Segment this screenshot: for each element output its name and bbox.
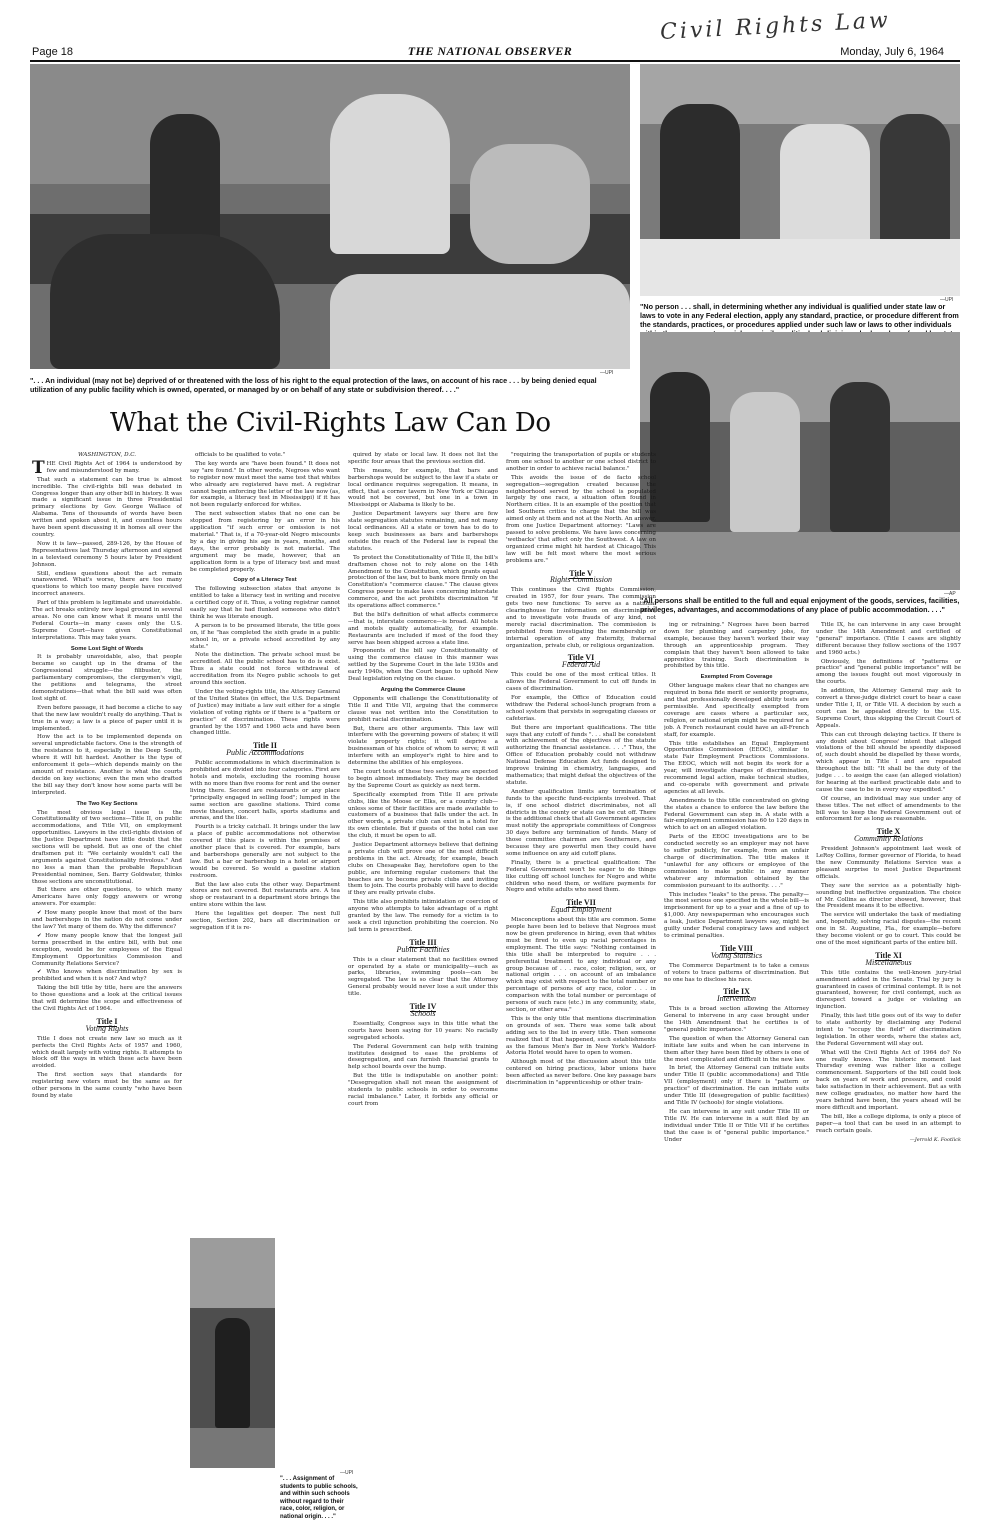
title-subject: Voting Rights [85,1023,129,1033]
article-paragraph: Amendments to this title concentrated on giving the states a chance to enforce the law before the Federal Government can step in. A state with a fair-employment commission has 60 to 120 days in which to act on an alleged violation. [664,797,809,832]
article-paragraph: Opponents will challenge the Constitutionality of Title II and Title VII, arguing that the commerce clause was not written into the Constitution to prohibit racial discrimination. [348,695,498,723]
article-paragraph: Essentially, Congress says in this title what the courts have been saying for 10 years: No racially segregated schools. [348,1020,498,1041]
issue-date: Monday, July 6, 1964 [840,46,944,58]
photo-credit: —AP [944,591,956,597]
article-paragraph: It is probably unavoidable, also, that people became so caught up in the drama of the Congressional struggle—the filibuster, the parliamentary compromises, the clergymen's vigil, the petitions and telegrams, the street demonstrations—that what the bill said was often lost sight of. [32,654,182,702]
header-rule [30,60,960,62]
title-subject: Public Accommodations [226,748,304,758]
photo-caption: "All persons shall be entitled to the full and equal enjoyment of the goods, services, facilities, privileges, advantages, and accommodations of any place of public accommodation. . . ." [640,596,960,614]
title-heading: Title X [876,827,901,837]
article-paragraph: President Johnson's appointment last week of LeRoy Collins, former governor of Florida, to head the new Community Relations Service was a pleasant surprise to most Justice Department officials. [816,846,961,880]
subhead: Copy of a Literacy Test [233,577,297,584]
title-heading: Title III [409,937,437,947]
article-column-4 [506,452,656,1518]
page-number: Page 18 [32,46,73,58]
title-subject: Public Facilities [396,944,450,954]
article-paragraph: Proponents of the bill say Constitutionality of using the commerce clause in this manner was settled by the Supreme Court in the late 1930s and early 1940s, when the Court began to uphold New Deal legislation relying on the clause. [348,648,498,683]
photo-figure [660,104,740,244]
article-paragraph: The most obvious legal issue is the Constitutionality of two sections—Title II, on public accommodations, and Title VII, on employment opportunities. Lawyers in the civil-rights division of the Justice Department have little doubt that the sections will be upheld. But as one of the chief draftsmen put it: "We certainly wouldn't call the arguments against Constitutionality frivolous." And no less a man than the probable Republican Presidential nominee, Sen. Barry Goldwater, thinks those sections are unconstitutional. [32,809,182,885]
photo-person-left [150,114,220,254]
article-paragraph: A person is to be presumed literate, the title goes on, if he "has completed the sixth grade in a public school in, or a private school accredited by any state." [190,622,340,650]
title-heading: Title V [569,568,593,578]
photo-figure [880,114,950,244]
article-paragraph: ✔ How many people know that the longest jail terms prescribed in the entire bill, with but one exception, would be for employees of the Equal Employment Opportunities Commission and Community Relations Service? [32,932,182,967]
article-paragraph: This avoids the issue of de facto school segregation—segregation created because the neighborhood served by the school is populated largely by one race, a situation often found in Northern cities. It is an example of the position that led Southern critics to charge that the bill was aimed only at them and not at the North. An answer, from one Justice Department attorney: "Laws are passed to solve problems. We have laws concerning 'wetbacks' that affect only the Southwest. A law on organized crime might hit hardest at Chicago. This law will be felt most where the most serious problems are." [506,474,656,564]
title-heading: Title VIII [720,943,753,953]
article-paragraph: But the bill's definition of what affects commerce—that is, interstate commerce—is broad. All hotels and motels qualify automatically, for example. Restaurants are included if most of the food they serve has been shipped across a state line. [348,611,498,646]
photo-caption: ". . . Assignment of students to public schools, and within such schools without regard to their race, color, religion, or national origin. . . ." [280,1476,358,1520]
article-paragraph: This includes "leaks" to the press. The penalty—the most serious one specified in the whole bill—is imprisonment for up to a year and a fine of up to $1,000. Any newspaperman who encourages such a leak, Justice Department lawyers say, might be guilty under Federal conspiracy laws and subject to criminal penalties. [664,891,809,939]
article-paragraph: But the law also cuts the other way. Department stores are not covered. But restaurants are. A tea shop or restaurant in a department store brings the entire store within the law. [190,881,340,909]
article-paragraph: Parts of the EEOC investigations are to be conducted secretly so an employer may not have to suffer publicly, for example, from an unfair charge of discrimination. The title makes it "unlawful for any officers or employee of the commission to make public in any manner whatever any information obtained by the commission pursuant to its authority. . . ." [664,834,809,889]
article-paragraph: Obviously, the definitions of "patterns or practice" and "general public importance" will be among the issues fought out most vigorously in the courts. [816,658,961,686]
subhead: Arguing the Commerce Clause [380,687,466,693]
photo-sky [190,1238,275,1308]
article-paragraph: But there are other questions, to which many Americans have only foggy answers or wrong answers. For example: [32,887,182,908]
article-paragraph: He can intervene in any suit under Title III or Title IV. He can intervene in a suit filed by an individual under Title II or Title VII if he certifies that the case is of "general public importance." Under [664,1108,809,1143]
photo-ground [190,1428,275,1468]
article-paragraph: The key words are "have been found." It does not say "are found." In other words, Negroes who want to register now must meet the same test that whites who already are registered have met. A registrar cannot begin enforcing the letter of the law now (as, for example, a literacy test in Mississippi) if it has not been regularly enforced for whites. [190,460,340,509]
photo-person-center [330,94,450,254]
photo-figure [780,124,870,244]
photo-person-right [470,144,590,264]
article-paragraph: This means, for example, that bars and barbershops would be subject to the law if a state or local ordinance requires segregation. It means, in effect, that a corner tavern in New York or Chicago would not be covered, but one in a town in Mississippi or Alabama is likely to be. [348,467,498,509]
article-paragraph: "requiring the transportation of pupils or students from one school to another or one school district to another in order to achieve racial balance." [506,452,656,472]
publication-masthead: THE NATIONAL OBSERVER [407,44,573,58]
article-paragraph: They saw the service as a potentially high-sounding but ineffective organization. The choice of Mr. Collins as director showed, however, that the President means it to be effective. [816,882,961,910]
photo-student [215,1318,250,1428]
photo-foreground-man [330,274,630,369]
article-paragraph: Another qualification limits any termination of funds to the specific fund-recipients involved. That is, if one school district discriminates, not all districts in the county or state can be cut off. There is the additional check that all Government agencies must notify the appropriate committees of Congress 30 days before any termination of funds. Many of those committee chairmen are Southerners, and because they are powerful men they could have some influence on any aid cutoff plans. [506,788,656,857]
photo-restaurant [640,332,960,590]
article-paragraph: Public accommodations in which discrimination is prohibited are divided into four categories. First are hotels and motels, excluding the rooming house with no more than five rooms for rent and the owner living there. Second are restaurants or any place "principally engaged in selling food"; lumped in the same section are gasoline stations. Third come movie theaters, concert halls, sports stadiums and arenas, and the like. [190,760,340,822]
article-paragraph: Specifically exempted from Title II are private clubs, like the Moose or Elks, or a country club—unless some of their facilities are made available to customers of a business that falls under the act. In other words, a private club can exist in a hotel for its own clientele. But if guests of the hotel can use the club, it must be open to all. [348,791,498,840]
subhead: The Two Key Sections [76,800,138,807]
photo-school-students [190,1238,275,1468]
photo-figure [650,372,710,522]
title-heading: Title II [252,741,278,751]
article-paragraph: Taking the bill title by title, here are the answers to those questions and a look at the critical issues that will determine the scope and effectiveness of the Civil Rights Act of 1964. [32,985,182,1012]
article-paragraph: To protect the Constitutionality of Title II, the bill's draftsmen chose not to rely alone on the 14th Amendment to the Constitution, which grants equal protection of the law, but to bank more firmly on the Constitution's "commerce clause." The clause gives Congress power to make laws concerning interstate commerce, and the act prohibits discrimination "if its operations affect commerce." [348,554,498,610]
handwritten-annotation: Civil Rights Law [659,7,892,46]
title-subject: Federal Aid [561,660,601,670]
article-paragraph: THE Civil Rights Act of 1964 is understood by few and misunderstood by many. [32,457,182,478]
article-column-5 [664,622,809,1518]
article-paragraph: This title establishes an Equal Employment Opportunities Commission (EEOC), similar to state Fair Employment Practices Commissions. The EEOC, which will not begin its work for a year, will investigate charges of discrimination, recommend legal action, make technical studies, and co-operate with government and private agencies at all levels. [664,740,809,795]
article-paragraph: The following subsection states that anyone is entitled to take a literacy test in writing and receive a certified copy of it. Thus, a voting registrar cannot easily say that he had flunked someone who didn't think he was literate enough. [190,586,340,620]
article-paragraph: This continues the Civil Rights Commission, created in 1957, for four years. The commission gets two new functions: To serve as a national clearinghouse for information on discrimination, and to investigate vote frauds of any kind, not merely racial discrimination. The commission is prohibited from investigating the membership or internal operation of any fraternity, fraternal organization, private club, or religious organization. [506,587,656,649]
article-paragraph: Now it is law—passed, 289-126, by the House of Representatives last Thursday afternoon and signed in a televised ceremony 5 hours later by President Johnson. [32,540,182,568]
article-paragraph: Part of this problem is legitimate and unavoidable. The act breaks entirely new legal ground in several areas. No one can know what it means until the Federal Courts—in many cases only the U.S. Supreme Court—have given Constitutional interpretations. This may take years. [32,600,182,641]
article-paragraph: This title contains the well-known jury-trial amendment added in the Senate. Trial by jury is guaranteed in cases of criminal contempt. It is not guaranteed, however, for civil contempt, such as disrespect toward a judge or violating an injunction. [816,969,961,1011]
article-paragraph: This is a broad section allowing the Attorney General to intervene in any case brought under the 14th Amendment that he certifies is of "general public importance." [664,1006,809,1033]
article-paragraph: ing or retraining." Negroes have been barred down for plumbing and carpentry jobs, for example, because they haven't worked their way through an apprenticeship program. They complain that they haven't been allowed to take apprentice training. Such discrimination is prohibited by this title. [664,622,809,670]
article-paragraph: How the act is to be implemented depends on several unpredictable factors. One is the strength of the resistance to it, especially in the Deep South, where it will hit hardest. Another is the type of enforcement it gets—which depends mainly on the amount of resistance. Another is what the courts decide on key sections; even the men who drafted the bill say they don't know how some parts will be interpreted. [32,734,182,796]
article-paragraph: What will the Civil Rights Act of 1964 do? No one really knows. The historic moment last Thursday evening was rather like a college commencement. Supporters of the bill could look back on years of work and pressure, and could take satisfaction in their achievement. But as with new college graduates, no matter how hard the years behind have been, the years ahead will be more difficult and important. [816,1049,961,1111]
title-subject: Schools [410,1008,436,1018]
article-paragraph: Here the legalities get deeper. The next full section, Section 202, bars all discrimination or segregation if it is re- [190,911,340,931]
article-paragraph: The service will undertake the task of mediating and, hopefully, solving racial disputes—the recent one in St. Augustine, Fla., for example—before they become violent or go to court. This could be one of the most significant parts of the entire bill. [816,912,961,946]
article-paragraph: This can cut through delaying tactics. If there is any doubt about Congress' intent that alleged violations of the bill should be speedily disposed of, such doubt should be dispelled by these words, which appear in Title I and are repeated throughout the bill: "It shall be the duty of the judge . . . to assign the case (an alleged violation) for hearing at the earliest practicable date and to cause the case to be in every way expedited." [816,731,961,793]
article-paragraph: The first section says that standards for registering new voters must be the same as for other persons in the same county "who have been found by state [32,1072,182,1099]
title-subject: Voting Statistics [710,950,763,960]
photo-credit: —UPI [340,1470,354,1476]
article-paragraph: The Commerce Department is to take a census of voters to trace patterns of discrimination. But no one has to disclose his race. [664,962,809,983]
article-paragraph: Fourth is a tricky catchall. It brings under the law a place of public accommodations not otherwise covered if this place is within the premises of another place that is covered. For example, bars and barbershops generally are not subject to the law. But a bar or barbershop in a hotel or airport would be covered. So would a gasoline station restroom. [190,824,340,879]
title-heading: Title I [96,1016,118,1026]
photo-credit: —UPI [600,370,614,376]
article-paragraph: But the title is indisputable on another point: "Desegregation shall not mean the assignment of students to public schools in order to overcome racial imbalance." Later, it forbids any official or court from [348,1073,498,1107]
photo-lunch-counter [30,64,630,369]
photo-voter-registration [640,64,960,296]
article-paragraph: Finally, this last title goes out of its way to defer to state authority by disclaiming any Federal intent to "occupy the field" of discrimination legislation. In other words, where the states act, the Federal Government will stay out. [816,1013,961,1047]
title-subject: Equal Employment [550,905,612,915]
article-paragraph: Title IX, he can intervene in any case brought under the 14th Amendment and certified of "general" importance. (Title I cases are slightly different because they follow sections of the 1957 and 1960 acts.) [816,622,961,656]
article-dateline: WASHINGTON, D.C. [77,452,137,458]
article-paragraph: But, there are other arguments. This law will interfere with the governing powers of states; it will violate property rights; it will deprive a businessman of his choice of whom to serve; it will interfere with an employer's right to hire and to determine the abilities of his employees. [348,725,498,767]
subhead: Some Lost Sight of Words [70,645,144,652]
article-paragraph: Although most of the discussion about this title centered on hiring practices, labor unions have been affected as never before. One key passage bars discrimination in "apprenticeship or other train- [506,1059,656,1087]
article-paragraph: This could be one of the most critical titles. It allows the Federal Government to cut off funds in cases of discrimination. [506,672,656,693]
article-paragraph: The Federal Government can help with training institutes designed to ease the problems of desegregation, and can furnish financial grants to help school boards over the hump. [348,1043,498,1071]
article-paragraph: Other language makes clear that no changes are required in bona fide merit or seniority programs, and that professionally developed ability tests are permissible. And specifically exempted from coverage are cases where a particular sex, religion, or national origin might be required for a job. A French restaurant could have an all-French staff, for example. [664,683,809,738]
article-headline: What the Civil-Rights Law Can Do [110,408,551,438]
article-paragraph: Finally, there is a practical qualification: The Federal Government won't be eager to do things like cutting off school lunches for Negro and white children who need them, or welfare payments for Negro and white adults who need them. [506,859,656,894]
article-paragraph: This title also prohibits intimidation or coercion of anyone who attempts to take advantage of a right granted by the law. The remedy for a victim is to seek a civil injunction prohibiting the coercion. No jail term is prescribed. [348,899,498,933]
article-paragraph: The question of when the Attorney General can initiate law suits and when he can intervene in them after they have been filed by others is one of the most complicated and difficult in the new law. [664,1035,809,1063]
drop-cap: T [32,457,45,478]
photo-car [50,234,280,369]
photo-table [640,532,960,590]
article-paragraph: ✔ Who knows when discrimination by sex is prohibited and when it is not? And why? [32,969,182,983]
title-heading: Title XI [875,950,902,960]
article-paragraph: quired by state or local law. It does not list the specific four areas that the previous section did. [348,452,498,465]
photo-caption: "No person . . . shall, in determining whether any individual is qualified under state law or laws to vote in any Federal election, apply any standard, practice, or procedure different from the standards, practices, or procedures applied under such law or laws to other individuals [640,302,959,329]
photo-credit: —UPI [940,297,954,303]
title-subject: Rights Commission [549,575,612,585]
article-paragraph: Note the distinction. The private school must be accredited. All the public school has to do is exist. Thus a state could not force withdrawal of accreditation from its Negro public schools to get around this section. [190,652,340,687]
article-paragraph: Justice Department lawyers say there are few state segregation statutes remaining, and not many local ordinances. All a state or town has to do to keep such businesses as bars and barbershops outside the reach of the Federal law is repeal the statutes. [348,511,498,552]
article-paragraph: In addition, the Attorney General may ask to convert a three-judge district court to hear a case under Title I, II, or Title VII. A decision by such a court can be appealed directly to the U.S. Supreme Court, thus skipping the Circuit Court of Appeals. [816,688,961,729]
article-paragraph: The next subsection states that no one can be stopped from registering by an error in his application "if such error or omission is not material." That is, if a 70-year-old Negro miscounts by a day in giving his age in years, months, and days, the error probably is not material. The argument may be made, however, that an application form is a type of literacy test and must be completed properly. [190,511,340,573]
article-column-3 [348,452,498,1518]
subhead: Exempted From Coverage [700,674,773,681]
article-paragraph: This is the only title that mentions discrimination on grounds of sex. There was some talk about adding sex to the list in every title. Then someone realized that if that happened, such establishments as the famous Men's Bar in New York's Waldorf-Astoria Hotel would have to open to women. [506,1015,656,1057]
article-paragraph: This is a clear statement that no facilities owned or operated by a state or municipality—such as parks, libraries, swimming pools—can be segregated. The law is so clear that the Attorney General probably would never lose a suit under this title. [348,956,498,998]
article-byline: —Jerrold K. Footlick [909,1136,961,1143]
article-paragraph: Under the voting-rights title, the Attorney General of the United States (in effect, the U.S. Department of Justice) may initiate a law suit either for a single violation of voting rights or if there is a "pattern or practice" of discrimination. These rights were granted by the 1957 and 1960 acts and have been changed little. [190,689,340,737]
article-paragraph: In brief, the Attorney General can initiate suits under Title II (public accommodations) and Title VII (employment) only if there is "pattern or practice" of discrimination. He can initiate suits under Title III (desegregation of public facilities) and Title IV (schools) for single violations. [664,1065,809,1106]
article-paragraph: officials to be qualified to vote." [195,452,286,458]
article-column-6 [816,622,961,1518]
article-paragraph: Still, endless questions about the act remain unanswered. What's worse, there are too many questions to which too many people have received incorrect answers. [32,570,182,598]
article-column-1 [32,452,182,1518]
article-paragraph: That such a statement can be true is almost incredible. The civil-rights bill was debated in Congress longer than any other bill in history. It was made a significant issue in three Presidential primary elections by Gov. George Wallace of Alabama. Tens of thousands of words have been written and spoken about it, and countless hours have been spent discussing it in homes all over the country. [32,476,182,538]
article-paragraph: Misconceptions about this title are common. Some people have been led to believe that Negroes must now be given preference in hiring, even that whites must be fired to even up racial percentages in employment. The title says: "Nothing contained in this title shall be interpreted to require . . . preferential treatment to any individual or any group because of . . . race, color, religion, sex, or national origin . . . on account of an imbalance which may exist with respect to the total number or percentage of persons of any race, color . . . in comparison with the total number or percentage of persons of such race (etc.) in any community, state, section, or other area." [506,917,656,1013]
article-paragraph: The court tests of these two sections are expected to begin almost immediately. They may be decided by the Supreme Court as quickly as next term. [348,768,498,789]
photo-figure [730,392,800,532]
article-paragraph: The bill, like a college diploma, is only a piece of paper—a tool that can be used in an attempt to reach certain goals. [816,1113,961,1134]
title-subject: Miscellaneous [865,957,912,967]
article-paragraph: But there are important qualifications. The title says that any cutoff of funds ". . . shall be consistent with achievement of the objectives of the statute authorizing the financial assistance. . . ." Thus, the Office of Education probably could not withdraw National Defense Education Act funds designed to improve training in chemistry, languages, and mathematics; that might defeat the objectives of the statute. [506,724,656,786]
title-subject: Intervention [716,994,757,1004]
article-paragraph: Of course, an individual may sue under any of these titles. The net effect of amendments to the bill was to keep the Federal Government out of enforcement for as long as reasonable. [816,795,961,823]
article-paragraph: Justice Department attorneys believe that defining a private club will prove one of the most difficult problems in the act. Already, for example, beach clubs on Chesapeake Bay, heretofore open to the public, are informing regular customers that the beaches are to become private clubs and inviting them to join. The courts probably will have to decide if they are really private clubs. [348,842,498,897]
title-subject: Community Relations [853,834,924,844]
article-column-2 [190,452,340,1234]
title-heading: Title VI [567,653,595,663]
photo-caption: ". . . An individual (may not be) deprived of or threatened with the loss of his right to the equal protection of the laws, on account of his race . . . by being denied equal utilization of any public facility which is owned, operated, or managed by or on behalf of any state or subdivision thereof. . . ." [30,376,597,394]
article-paragraph: For example, the Office of Education could withdraw the Federal school-lunch program from a school system that persists in segregating classes or cafeterias. [506,695,656,722]
article-paragraph: ✔ How many people know that most of the bars and barbershops in the nation do not come under the law? Yet many of them do. Why the difference? [32,910,182,930]
article-paragraph: Even before passage, it had become a cliche to say that the new law wouldn't really do anything. That is true in a way; a law is a piece of paper until it is implemented. [32,704,182,732]
title-heading: Title IX [723,987,750,997]
photo-figure [830,382,890,532]
article-paragraph: Title I does not create new law so much as it perfects the Civil Rights Acts of 1957 and 1960, which dealt largely with voting rights. It attempts to block off the ways in which these acts have been avoided. [32,1035,182,1070]
photo-desk [640,239,960,296]
title-heading: Title IV [409,1002,437,1012]
title-heading: Title VII [566,898,596,908]
